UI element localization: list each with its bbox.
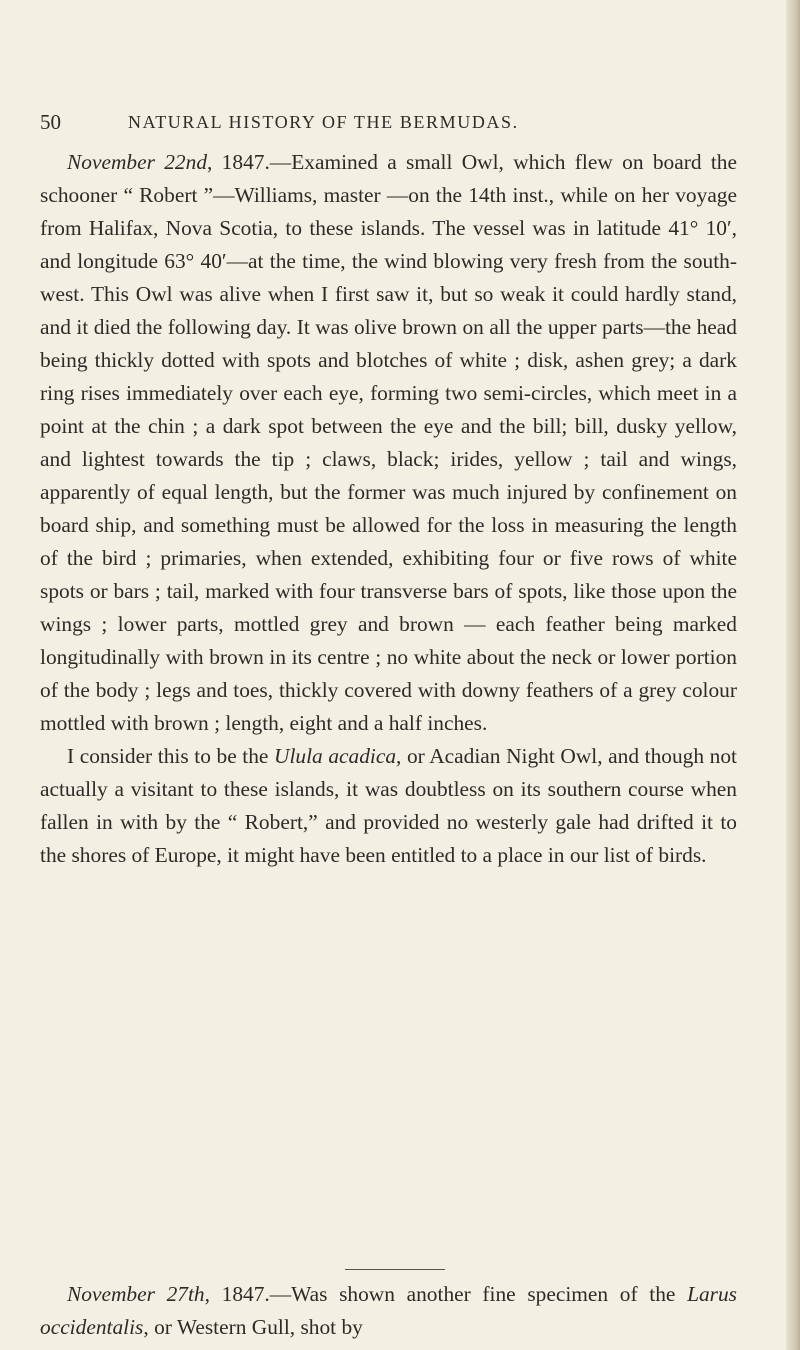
page-header [40,110,740,140]
species-name: Larus occidentalis [40,1282,737,1339]
entry-text: , or Western Gull, shot by [143,1315,363,1339]
entry-date: November 22nd [67,150,208,174]
entry-text: , 1847.—Was shown another fine specimen of the [204,1282,688,1306]
entry-paragraph-owl [40,146,737,740]
entry-date: November 27th [67,1282,205,1306]
running-title: NATURAL HISTORY OF THE BERMUDAS. [128,112,519,132]
body-text [40,146,737,872]
paragraph-text: , or Acadian Night Owl, and though not actually a visitant to these islands, it was doubtless on its southern course when fallen in with by the “ Robert,” and provided no westerly gale had drifted it to the shores of Europe, it might have been entitled to a place in our list of birds. [40,744,737,867]
page-number: 50 [40,110,61,134]
page-edge-shadow [786,0,800,1350]
entry-paragraph-gull [40,1278,737,1344]
paragraph-text: I consider this to be the [67,744,275,768]
entry-paragraph [40,1278,737,1344]
entry-text: , 1847.—Examined a small Owl, which flew on board the schooner “ Robert ”—Williams, master —on the 14th inst., while on her voyage from Halifax, Nova Scotia, to these islands. The vessel was in latitude 41° 10′, and longitude 63° 40′—at the time, the wind blowing very fresh from the south-west. This Owl was alive when I first saw it, but so weak it could hardly stand, and it died the following day. It was olive brown on all the upper parts—the head being thickly dotted with spots and blotches of white ; disk, ashen grey; a dark ring rises immediately over each eye, forming two semi-circles, which meet in a point at the chin ; a dark spot between the eye and the bill; bill, dusky yellow, and lightest towards the tip ; claws, black; irides, yellow ; tail and wings, apparently of equal length, but the former was much injured by confinement on board ship, and something must be allowed for the loss in measuring the length of the bird ; primaries, when extended, exhibiting four or five rows of white spots or bars ; tail, marked with four transverse bars of spots, like those upon the wings ; lower parts, mottled grey and brown — each feather being marked longitudinally with brown in its centre ; no white about the neck or lower portion of the body ; legs and toes, thickly covered with downy feathers of a grey colour mottled with brown ; length, eight and a half inches. [40,150,737,735]
identification-paragraph [40,740,737,872]
section-separator [345,1269,445,1270]
species-name: Ulula acadica [274,744,397,768]
